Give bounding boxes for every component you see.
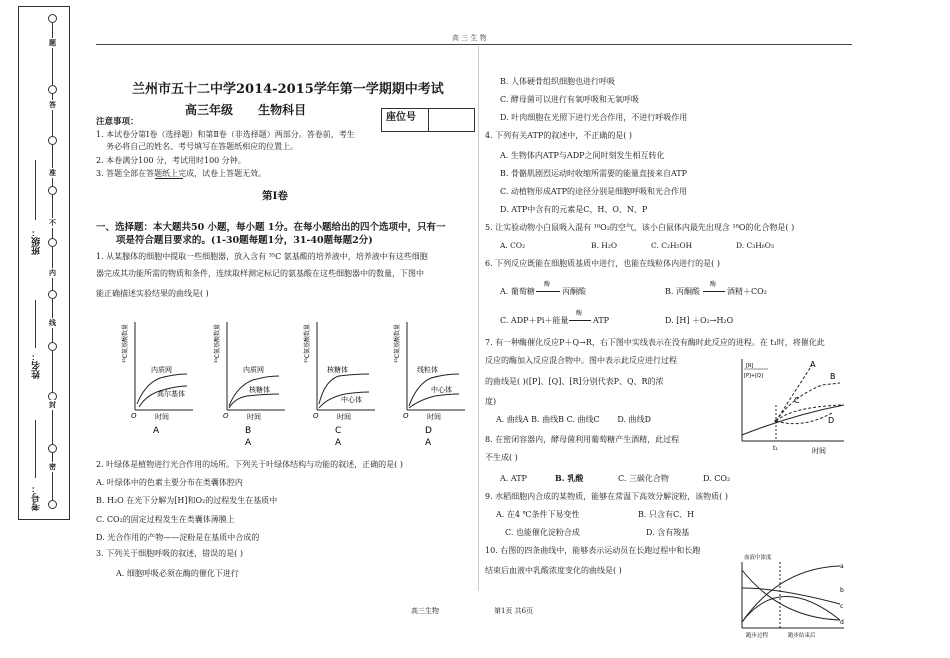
q7-graph <box>732 355 848 457</box>
y-ratio-den: [P]+[Q] <box>744 373 763 379</box>
option: B. 只含有C、H <box>638 510 695 519</box>
option: D. [H] ＋O₂→H₂O <box>665 316 734 325</box>
origin: O <box>131 412 137 420</box>
class-underline <box>35 160 36 220</box>
y-label: ³⁵C氨基酸数量 <box>122 324 129 364</box>
graph-b <box>213 322 285 448</box>
y-label: ³⁵C氨基酸数量 <box>214 324 221 364</box>
option: D. ATP中含有的元素是C、H、O、N、P <box>500 205 648 214</box>
option: C. C₂H₅OH <box>651 241 693 250</box>
q1-graphs <box>115 314 475 449</box>
option: C. 也能催化淀粉合成 <box>505 528 580 537</box>
option: A. 葡萄糖 <box>500 287 535 296</box>
curve-label: d <box>840 619 844 626</box>
seal-dot <box>48 85 57 94</box>
option: C. ADP＋Pi＋能量 <box>500 316 569 325</box>
option: D. 叶肉细胞在光照下进行光合作用，不进行呼吸作用 <box>500 113 688 122</box>
y-ratio-label: [R] <box>746 363 754 369</box>
curve-label: A <box>810 360 816 369</box>
y-label: ³⁵C氨基酸数量 <box>304 324 311 364</box>
exam-no-underline <box>35 420 36 478</box>
x-label-1: 跑步过程 <box>746 633 769 639</box>
curve-2-label: 中心体 <box>341 396 362 404</box>
notes-item: 1. 本试卷分第Ⅰ卷（选择题）和第Ⅱ卷（非选择题）两部分。答卷前，考生 <box>96 130 355 139</box>
curve-1-label: 内质网 <box>151 366 172 374</box>
curve-2-label: 中心体 <box>431 386 452 394</box>
question-1: 1. 从某腺体的细胞中提取一些细胞器，放入含有 ³⁵C 氨基酸的培养液中，培养液中有这些细胞 <box>96 252 428 261</box>
exam-no-label: 考号： <box>32 484 42 511</box>
option: C. 酵母菌可以进行有氧呼吸和无氧呼吸 <box>500 95 639 104</box>
enzyme-label: 酶 <box>544 281 551 288</box>
running-title: 高 三 生 物 <box>452 34 487 42</box>
curve-2 <box>409 394 459 408</box>
x-label: 时间 <box>337 413 351 421</box>
option: B. 骨骼肌剧烈运动时收缩所需要的能量直接来自ATP <box>500 169 688 178</box>
seal-char: 答 <box>49 101 56 109</box>
graph-sub: A <box>335 438 342 448</box>
question-8: 不生成( ) <box>485 453 518 462</box>
exam-title: 兰州市五十二中学2014-2015学年第一学期期中考试 <box>132 82 444 97</box>
x-label: 时间 <box>812 447 826 455</box>
option: D. 光合作用的产物——淀粉是在基质中合成的 <box>96 533 260 542</box>
option: A. 生物体内ATP与ADP之间时刻发生相互转化 <box>500 151 665 160</box>
option: A. 叶绿体中的色素主要分布在类囊体腔内 <box>96 478 243 487</box>
curve-label: a <box>840 563 844 570</box>
exam-subtitle: 高三年级 生物科目 <box>185 103 307 117</box>
option: B. 人体硬骨组织细胞也进行呼吸 <box>500 77 615 86</box>
seal-dot <box>48 290 57 299</box>
seal-char: 封 <box>49 401 56 409</box>
graph-letter: A <box>153 426 160 436</box>
question-5: 5. 让实验动物小白鼠吸入混有 ¹⁸O₂的空气，该小白鼠体内最先出现含 ¹⁸O的化合物是( ) <box>485 223 795 232</box>
curve-1-label: 线粒体 <box>417 366 438 374</box>
curve-label: C <box>794 396 800 405</box>
curve-1-label: 核糖体 <box>327 366 348 374</box>
seal-dot <box>48 342 57 351</box>
notes-heading: 注意事项： <box>96 117 139 127</box>
option: 酒精＋CO₂ <box>727 287 767 296</box>
seal-dot <box>48 500 57 509</box>
seal-char: 准 <box>49 169 56 177</box>
arrow-icon <box>536 291 560 292</box>
enzyme-label: 酶 <box>710 281 717 288</box>
enzyme-label: 酶 <box>576 310 583 317</box>
option: B. 乳酸 <box>555 473 584 483</box>
x-label-2: 跑步结束后 <box>788 633 816 639</box>
graph-letter: C <box>335 426 342 436</box>
question-6: 6. 下列反应既能在细胞质基质中进行，也能在线粒体内进行的是( ) <box>485 259 720 268</box>
option: D. C₃H₆O₃ <box>736 241 774 250</box>
question-7: 7. 有一种酶催化反应P＋Q→R，右下图中实线表示在没有酶时此反应的进程。在 t₁时，将催化此 <box>485 338 825 347</box>
question-1: 器完成其功能所需的物质和条件，连续取样测定标记的氨基酸在这些细胞器中的数量，下图中 <box>96 269 424 278</box>
question-10: 10. 右图的四条曲线中，能够表示运动员在长跑过程中和长跑 <box>485 546 701 555</box>
option: B. H₂O <box>591 241 617 250</box>
origin: O <box>223 412 229 420</box>
graph-a <box>121 322 193 436</box>
section-heading: 项是符合题目要求的。(1-30题每题1分，31-40题每题2分) <box>96 235 373 246</box>
curve-d <box>742 588 840 604</box>
curve-a <box>742 566 840 622</box>
option: ATP <box>593 316 610 325</box>
y-label: 血液中浓度 <box>744 555 772 561</box>
name-underline <box>35 300 36 348</box>
seal-dot <box>48 14 57 23</box>
curve-1-label: 内质网 <box>243 366 264 374</box>
seal-char: 内 <box>49 269 56 277</box>
x-label: 时间 <box>155 413 169 421</box>
option: 丙酮酸 <box>562 287 586 296</box>
origin: O <box>313 412 319 420</box>
seal-dot <box>48 186 57 195</box>
seal-char: 密 <box>49 463 56 471</box>
footer-subject: 高三生物 <box>411 607 439 615</box>
curve-2 <box>229 394 279 408</box>
underline-mark <box>155 178 183 179</box>
section-heading: 一、选择题：本大题共50 小题，每小题 1分。在每小题给出的四个选项中，只有一 <box>96 222 446 233</box>
column-divider <box>478 46 479 591</box>
curve-2-label: 高尔基体 <box>157 390 185 398</box>
seat-label: 座位号 <box>386 112 416 123</box>
graph-sub: A <box>425 438 432 448</box>
arrow-icon <box>703 291 725 292</box>
question-7: 的曲线是( )([P]、[Q]、[R]分别代表P、Q、R的浓 <box>485 377 664 386</box>
x-label: 时间 <box>247 413 261 421</box>
graph-d <box>393 322 465 448</box>
curve-label: D <box>828 416 835 425</box>
header-rule <box>96 44 852 45</box>
y-label: ³⁵C氨基酸数量 <box>394 324 401 364</box>
name-label: 姓名： <box>32 352 42 379</box>
notes-item: 2. 本卷满分100 分，考试用时100 分钟。 <box>96 156 246 165</box>
curve-label: b <box>840 587 844 594</box>
notes-item: 3. 答题全部在答题纸上完成，试卷上答题无效。 <box>96 169 267 178</box>
footer-page: 第1页 共6页 <box>494 607 534 615</box>
class-label: 班级： <box>32 228 42 255</box>
t1-label: t₁ <box>773 445 778 452</box>
option: A. CO₂ <box>500 241 526 250</box>
option: D. CO₂ <box>703 474 731 483</box>
question-9: 9. 水稻细胞内合成的某物质，能够在常温下高效分解淀粉，该物质( ) <box>485 492 728 501</box>
option: B. H₂O 在光下分解为[H]和O₂的过程发生在基质中 <box>96 496 278 505</box>
seal-char: 不 <box>49 219 56 227</box>
seal-dot <box>48 238 57 247</box>
option: C. CO₂的固定过程发生在类囊体薄膜上 <box>96 515 235 524</box>
option: A. 细胞呼吸必须在酶的催化下进行 <box>116 569 239 578</box>
question-3: 3. 下列关于细胞呼吸的叙述，错误的是( ) <box>96 549 243 558</box>
question-7: 反应的酶加入反应混合物中。图中表示此反应进行过程 <box>485 356 677 365</box>
part1-heading: 第Ⅰ卷 <box>262 190 288 202</box>
graph-sub: A <box>245 438 252 448</box>
option: A. 在4 ℃条件下易变性 <box>496 510 580 519</box>
graph-c <box>303 322 375 448</box>
question-2: 2. 叶绿体是植物进行光合作用的场所。下列关于叶绿体结构与功能的叙述，正确的是( ) <box>96 460 403 469</box>
option: C. 三碳化合物 <box>618 474 669 483</box>
x-label: 时间 <box>427 413 441 421</box>
question-8: 8. 在密闭容器内，酵母菌利用葡萄糖产生酒精，此过程 <box>485 435 680 444</box>
seal-char: 线 <box>49 319 56 327</box>
question-7: 度) <box>485 397 497 406</box>
notes-item: 务必将自己的姓名、考号填写在答题纸相应的位置上。 <box>96 142 299 151</box>
graph-letter: D <box>425 426 432 436</box>
origin: O <box>403 412 409 420</box>
seal-dot <box>48 444 57 453</box>
question-10: 结束后血液中乳酸浓度变化的曲线是( ) <box>485 566 622 575</box>
option: A. 曲线A B. 曲线B C. 曲线C D. 曲线D <box>496 415 652 424</box>
option: A. ATP <box>500 474 527 483</box>
seal-char: 题 <box>49 39 56 47</box>
option: D. 含有羧基 <box>646 528 690 537</box>
option: B. 丙酮酸 <box>665 287 700 296</box>
curve-2-label: 核糖体 <box>249 386 270 394</box>
curve-label: c <box>840 603 844 610</box>
graph-letter: B <box>245 426 252 436</box>
question-1: 能正确描述实验结果的曲线是( ) <box>96 289 209 298</box>
seal-dot <box>48 136 57 145</box>
option: C. 动植物形成ATP的途径分别是细胞呼吸和光合作用 <box>500 187 687 196</box>
q10-graph <box>736 548 848 640</box>
question-4: 4. 下列有关ATP的叙述中，不正确的是( ) <box>485 131 633 140</box>
curve-label: B <box>830 372 836 381</box>
binding-margin <box>18 6 70 520</box>
arrow-icon <box>569 320 591 321</box>
